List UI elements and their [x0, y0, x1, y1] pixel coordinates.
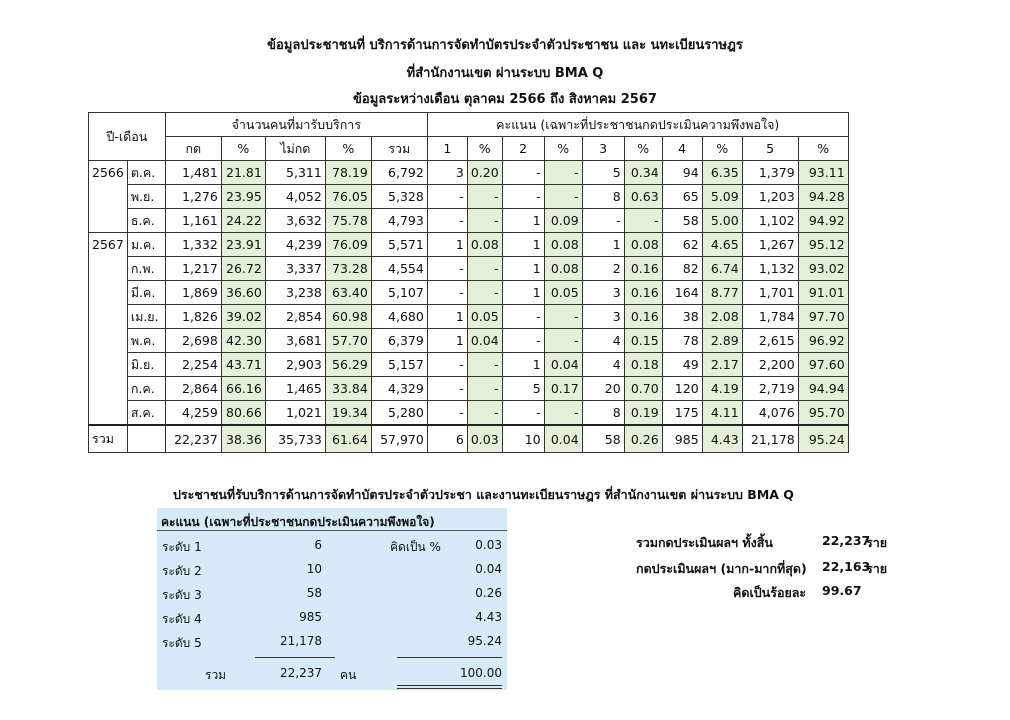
panel-level-row: [157, 562, 507, 582]
table-cell: 4.19: [702, 377, 742, 401]
subheader-cell: %: [544, 137, 582, 161]
table-cell: 3,337: [265, 257, 325, 281]
month-cell: ม.ค.: [127, 233, 165, 257]
table-cell: 1,826: [165, 305, 221, 329]
table-cell: -: [544, 329, 582, 353]
table-row: [89, 353, 849, 377]
table-cell: 1: [427, 305, 467, 329]
table-cell: 0.16: [624, 281, 662, 305]
subheader-cell: 1: [427, 137, 467, 161]
level-pct: 95.24: [467, 634, 502, 648]
level-label: ระดับ 3: [162, 588, 202, 602]
table-row: [89, 257, 849, 281]
table-cell: 3,238: [265, 281, 325, 305]
panel-total-pct: 100.00: [460, 666, 502, 680]
table-cell: 5.00: [702, 209, 742, 233]
table-cell: 23.95: [221, 185, 265, 209]
table-cell: 0.26: [624, 425, 662, 453]
table-row: [89, 233, 849, 257]
table-cell: 39.02: [221, 305, 265, 329]
score-summary-panel: [157, 508, 507, 690]
subheader-cell: 3: [582, 137, 624, 161]
table-cell: 1: [502, 257, 544, 281]
table-cell: -: [427, 401, 467, 426]
table-cell: 8.77: [702, 281, 742, 305]
table-cell: 1,332: [165, 233, 221, 257]
table-cell: -: [427, 185, 467, 209]
table-cell: 1,132: [742, 257, 798, 281]
level-pct: 0.03: [475, 538, 502, 552]
subheader-cell: %: [702, 137, 742, 161]
table-cell: 22,237: [165, 425, 221, 453]
header-month: ปี-เดือน: [89, 113, 166, 161]
table-cell: 60.98: [325, 305, 371, 329]
table-cell: 4,076: [742, 401, 798, 426]
table-cell: 0.05: [467, 305, 502, 329]
table-cell: 1,701: [742, 281, 798, 305]
table-cell: 4,259: [165, 401, 221, 426]
table-cell: 0.08: [544, 233, 582, 257]
table-cell: 6,379: [371, 329, 427, 353]
table-cell: 3: [582, 305, 624, 329]
table-cell: 0.04: [544, 353, 582, 377]
table-cell: 2,200: [742, 353, 798, 377]
table-cell: -: [502, 329, 544, 353]
table-cell: -: [467, 185, 502, 209]
table-cell: -: [544, 401, 582, 426]
table-cell: 2.17: [702, 353, 742, 377]
table-cell: 1,276: [165, 185, 221, 209]
table-cell: 96.92: [798, 329, 848, 353]
table-cell: 5,571: [371, 233, 427, 257]
table-cell: 93.11: [798, 161, 848, 185]
subheader-cell: %: [798, 137, 848, 161]
table-cell: 0.16: [624, 257, 662, 281]
table-cell: 1: [427, 329, 467, 353]
panel-title: คะแนน (เฉพาะที่ประชาชนกดประเมินความพึงพอใจ): [161, 515, 435, 529]
table-cell: 80.66: [221, 401, 265, 426]
table-cell: 49: [662, 353, 702, 377]
table-cell: 42.30: [221, 329, 265, 353]
table-cell: 5,280: [371, 401, 427, 426]
table-cell: -: [502, 401, 544, 426]
table-cell: 2.89: [702, 329, 742, 353]
table-cell: 66.16: [221, 377, 265, 401]
pct-label: คิดเป็น %: [390, 540, 441, 554]
table-cell: 1: [502, 353, 544, 377]
level-pct: 0.26: [475, 586, 502, 600]
table-row: [89, 377, 849, 401]
table-cell: 97.70: [798, 305, 848, 329]
table-cell: 6.74: [702, 257, 742, 281]
table-cell: 21,178: [742, 425, 798, 453]
table-cell: 5: [582, 161, 624, 185]
summary-high-unit: ราย: [866, 561, 888, 576]
table-cell: 38: [662, 305, 702, 329]
level-label: ระดับ 5: [162, 636, 202, 650]
table-cell: 94.94: [798, 377, 848, 401]
panel-total-count: 22,237: [280, 666, 322, 680]
level-pct: 4.43: [475, 610, 502, 624]
table-cell: -: [502, 161, 544, 185]
table-cell: 5,328: [371, 185, 427, 209]
table-cell: 2,854: [265, 305, 325, 329]
table-cell: 2,903: [265, 353, 325, 377]
table-cell: 0.20: [467, 161, 502, 185]
table-cell: 1,217: [165, 257, 221, 281]
table-cell: 57.70: [325, 329, 371, 353]
table-cell: 0.04: [544, 425, 582, 453]
table-cell: 78: [662, 329, 702, 353]
month-cell: เม.ย.: [127, 305, 165, 329]
table-cell: -: [467, 209, 502, 233]
table-cell: 0.34: [624, 161, 662, 185]
level-count: 6: [314, 538, 322, 552]
table-cell: 4.11: [702, 401, 742, 426]
table-cell: 73.28: [325, 257, 371, 281]
table-cell: 21.81: [221, 161, 265, 185]
year-cell: [89, 209, 128, 233]
month-cell: ก.พ.: [127, 257, 165, 281]
table-cell: 24.22: [221, 209, 265, 233]
table-cell: 1: [502, 233, 544, 257]
summary-total-unit: ราย: [866, 535, 888, 550]
table-cell: 1,869: [165, 281, 221, 305]
table-cell: 76.05: [325, 185, 371, 209]
table-cell: 1,465: [265, 377, 325, 401]
header-people: จำนวนคนที่มารับบริการ: [165, 113, 427, 137]
doc-title-line-3: ข้อมูลระหว่างเดือน ตุลาคม 2566 ถึง สิงหาคม 2567: [353, 92, 657, 107]
table-cell: 4,554: [371, 257, 427, 281]
subheader-cell: 5: [742, 137, 798, 161]
table-cell: -: [544, 185, 582, 209]
table-cell: -: [467, 281, 502, 305]
table-cell: -: [502, 305, 544, 329]
table-cell: 33.84: [325, 377, 371, 401]
table-cell: 0.03: [467, 425, 502, 453]
subheader-cell: %: [325, 137, 371, 161]
summary-total-value: 22,237: [822, 533, 871, 548]
table-cell: 0.05: [544, 281, 582, 305]
table-cell: 3,681: [265, 329, 325, 353]
summary-total-label: รวมกดประเมินผลฯ ทั้งสิ้น: [636, 535, 773, 550]
year-cell: [89, 185, 128, 209]
table-cell: 0.19: [624, 401, 662, 426]
table-cell: 95.12: [798, 233, 848, 257]
table-cell: 3,632: [265, 209, 325, 233]
table-cell: 20: [582, 377, 624, 401]
table-cell: 62: [662, 233, 702, 257]
year-cell: [89, 377, 128, 401]
level-count: 21,178: [280, 634, 322, 648]
month-cell: พ.ค.: [127, 329, 165, 353]
table-cell: 0.09: [544, 209, 582, 233]
total-label: รวม: [89, 425, 128, 453]
level-count: 58: [306, 586, 322, 600]
year-cell: 2566: [89, 161, 128, 185]
table-cell: 0.08: [467, 233, 502, 257]
table-cell: 5,107: [371, 281, 427, 305]
table-cell: 1,203: [742, 185, 798, 209]
table-cell: 0.08: [624, 233, 662, 257]
table-cell: 75.78: [325, 209, 371, 233]
table-cell: 4,239: [265, 233, 325, 257]
table-cell: 0.18: [624, 353, 662, 377]
subheader-cell: %: [624, 137, 662, 161]
subheader-cell: รวม: [371, 137, 427, 161]
table-cell: 1,102: [742, 209, 798, 233]
table-cell: 4,793: [371, 209, 427, 233]
table-cell: -: [624, 209, 662, 233]
table-cell: 4.43: [702, 425, 742, 453]
table-cell: 6,792: [371, 161, 427, 185]
panel-subheading: ประชาชนที่รับบริการด้านการจัดทำบัตรประจำตัวประชา และงานทะเบียนราษฎร ที่สำนักงานเขต ผ่านระบบ BMA Q: [173, 487, 794, 502]
table-cell: 0.17: [544, 377, 582, 401]
table-cell: 175: [662, 401, 702, 426]
table-cell: -: [502, 185, 544, 209]
table-cell: -: [544, 161, 582, 185]
table-cell: 19.34: [325, 401, 371, 426]
table-cell: 95.24: [798, 425, 848, 453]
month-cell: ก.ค.: [127, 377, 165, 401]
year-cell: [89, 329, 128, 353]
table-cell: 0.04: [467, 329, 502, 353]
table-cell: 6.35: [702, 161, 742, 185]
table-cell: 61.64: [325, 425, 371, 453]
level-count: 985: [299, 610, 322, 624]
month-cell: ธ.ค.: [127, 209, 165, 233]
table-cell: 10: [502, 425, 544, 453]
panel-level-row: [157, 634, 507, 654]
table-cell: -: [582, 209, 624, 233]
table-cell: 97.60: [798, 353, 848, 377]
year-cell: [89, 353, 128, 377]
table-cell: 2,864: [165, 377, 221, 401]
year-cell: [89, 257, 128, 281]
table-cell: 120: [662, 377, 702, 401]
table-cell: 2,254: [165, 353, 221, 377]
table-row: [89, 281, 849, 305]
table-cell: 164: [662, 281, 702, 305]
panel-level-row: [157, 610, 507, 630]
table-cell: 0.70: [624, 377, 662, 401]
monthly-service-table: [88, 112, 849, 453]
table-cell: 1: [502, 209, 544, 233]
summary-pct-label: คิดเป็นร้อยละ: [733, 585, 807, 600]
level-label: ระดับ 4: [162, 612, 202, 626]
table-cell: 2: [582, 257, 624, 281]
level-label: ระดับ 2: [162, 564, 202, 578]
table-row: [89, 401, 849, 426]
table-cell: 4,329: [371, 377, 427, 401]
month-cell: มี.ค.: [127, 281, 165, 305]
table-cell: 2,719: [742, 377, 798, 401]
table-cell: 93.02: [798, 257, 848, 281]
table-row: [89, 161, 849, 185]
table-cell: 5,157: [371, 353, 427, 377]
table-cell: 0.63: [624, 185, 662, 209]
year-cell: [89, 401, 128, 426]
month-cell: ส.ค.: [127, 401, 165, 426]
subheader-cell: กด: [165, 137, 221, 161]
table-cell: 58: [582, 425, 624, 453]
panel-level-row: [157, 586, 507, 606]
table-cell: 82: [662, 257, 702, 281]
table-cell: 26.72: [221, 257, 265, 281]
table-cell: 4: [582, 329, 624, 353]
month-cell: พ.ย.: [127, 185, 165, 209]
table-cell: 36.60: [221, 281, 265, 305]
table-cell: 1: [582, 233, 624, 257]
table-cell: 1: [502, 281, 544, 305]
table-cell: 5,311: [265, 161, 325, 185]
panel-unit: คน: [340, 668, 357, 682]
table-row: [89, 209, 849, 233]
table-cell: 2,615: [742, 329, 798, 353]
subheader-cell: ไม่กด: [265, 137, 325, 161]
table-cell: 2,698: [165, 329, 221, 353]
table-cell: 0.08: [544, 257, 582, 281]
table-cell: -: [427, 281, 467, 305]
summary-high-label: กดประเมินผลฯ (มาก-มากที่สุด): [636, 561, 807, 576]
table-cell: 94: [662, 161, 702, 185]
doc-title-line-2: ที่สำนักงานเขต ผ่านระบบ BMA Q: [406, 66, 604, 81]
table-cell: 1,481: [165, 161, 221, 185]
subheader-cell: %: [467, 137, 502, 161]
table-cell: 1,379: [742, 161, 798, 185]
table-cell: 94.92: [798, 209, 848, 233]
table-cell: -: [467, 401, 502, 426]
summary-high-value: 22,163: [822, 559, 871, 574]
level-label: ระดับ 1: [162, 540, 202, 554]
month-cell: มิ.ย.: [127, 353, 165, 377]
doc-title-line-1: ข้อมูลประชาชนที่ บริการด้านการจัดทำบัตรประจำตัวประชาชน และ นทะเบียนราษฎร: [267, 38, 743, 53]
table-row: [89, 185, 849, 209]
table-cell: -: [467, 377, 502, 401]
table-cell: 4: [582, 353, 624, 377]
level-count: 10: [306, 562, 322, 576]
table-cell: 65: [662, 185, 702, 209]
table-cell: 0.15: [624, 329, 662, 353]
table-cell: 91.01: [798, 281, 848, 305]
table-cell: 78.19: [325, 161, 371, 185]
table-cell: 8: [582, 401, 624, 426]
table-cell: 1,021: [265, 401, 325, 426]
table-cell: 63.40: [325, 281, 371, 305]
table-cell: 0.16: [624, 305, 662, 329]
table-cell: 76.09: [325, 233, 371, 257]
table-cell: 3: [582, 281, 624, 305]
table-cell: 43.71: [221, 353, 265, 377]
table-cell: 2.08: [702, 305, 742, 329]
table-cell: 1,161: [165, 209, 221, 233]
table-row: [89, 329, 849, 353]
level-pct: 0.04: [475, 562, 502, 576]
table-cell: -: [467, 353, 502, 377]
table-cell: -: [427, 257, 467, 281]
table-cell: 985: [662, 425, 702, 453]
table-cell: 56.29: [325, 353, 371, 377]
table-cell: -: [544, 305, 582, 329]
table-cell: 5: [502, 377, 544, 401]
table-cell: 94.28: [798, 185, 848, 209]
table-cell: 1,784: [742, 305, 798, 329]
total-empty: [127, 425, 165, 453]
table-cell: 6: [427, 425, 467, 453]
table-cell: 4.65: [702, 233, 742, 257]
table-cell: -: [467, 257, 502, 281]
summary-pct-value: 99.67: [822, 583, 862, 598]
table-cell: -: [427, 353, 467, 377]
table-cell: 5.09: [702, 185, 742, 209]
table-cell: 57,970: [371, 425, 427, 453]
table-cell: 1: [427, 233, 467, 257]
panel-total-row: [157, 666, 507, 686]
panel-total-label: รวม: [205, 668, 227, 682]
table-cell: 35,733: [265, 425, 325, 453]
table-cell: 8: [582, 185, 624, 209]
table-cell: 58: [662, 209, 702, 233]
table-cell: 95.70: [798, 401, 848, 426]
year-cell: [89, 305, 128, 329]
year-cell: [89, 281, 128, 305]
table-cell: 3: [427, 161, 467, 185]
panel-level-row: [157, 538, 507, 558]
table-cell: 4,052: [265, 185, 325, 209]
year-cell: 2567: [89, 233, 128, 257]
subheader-cell: 2: [502, 137, 544, 161]
table-cell: -: [427, 377, 467, 401]
subheader-cell: %: [221, 137, 265, 161]
table-row: [89, 305, 849, 329]
table-cell: 1,267: [742, 233, 798, 257]
table-cell: -: [427, 209, 467, 233]
table-cell: 23.91: [221, 233, 265, 257]
header-score: คะแนน (เฉพาะที่ประชาชนกดประเมินความพึงพอใจ): [427, 113, 848, 137]
subheader-cell: 4: [662, 137, 702, 161]
table-total-row: [89, 425, 849, 453]
month-cell: ต.ค.: [127, 161, 165, 185]
table-cell: 4,680: [371, 305, 427, 329]
table-cell: 38.36: [221, 425, 265, 453]
